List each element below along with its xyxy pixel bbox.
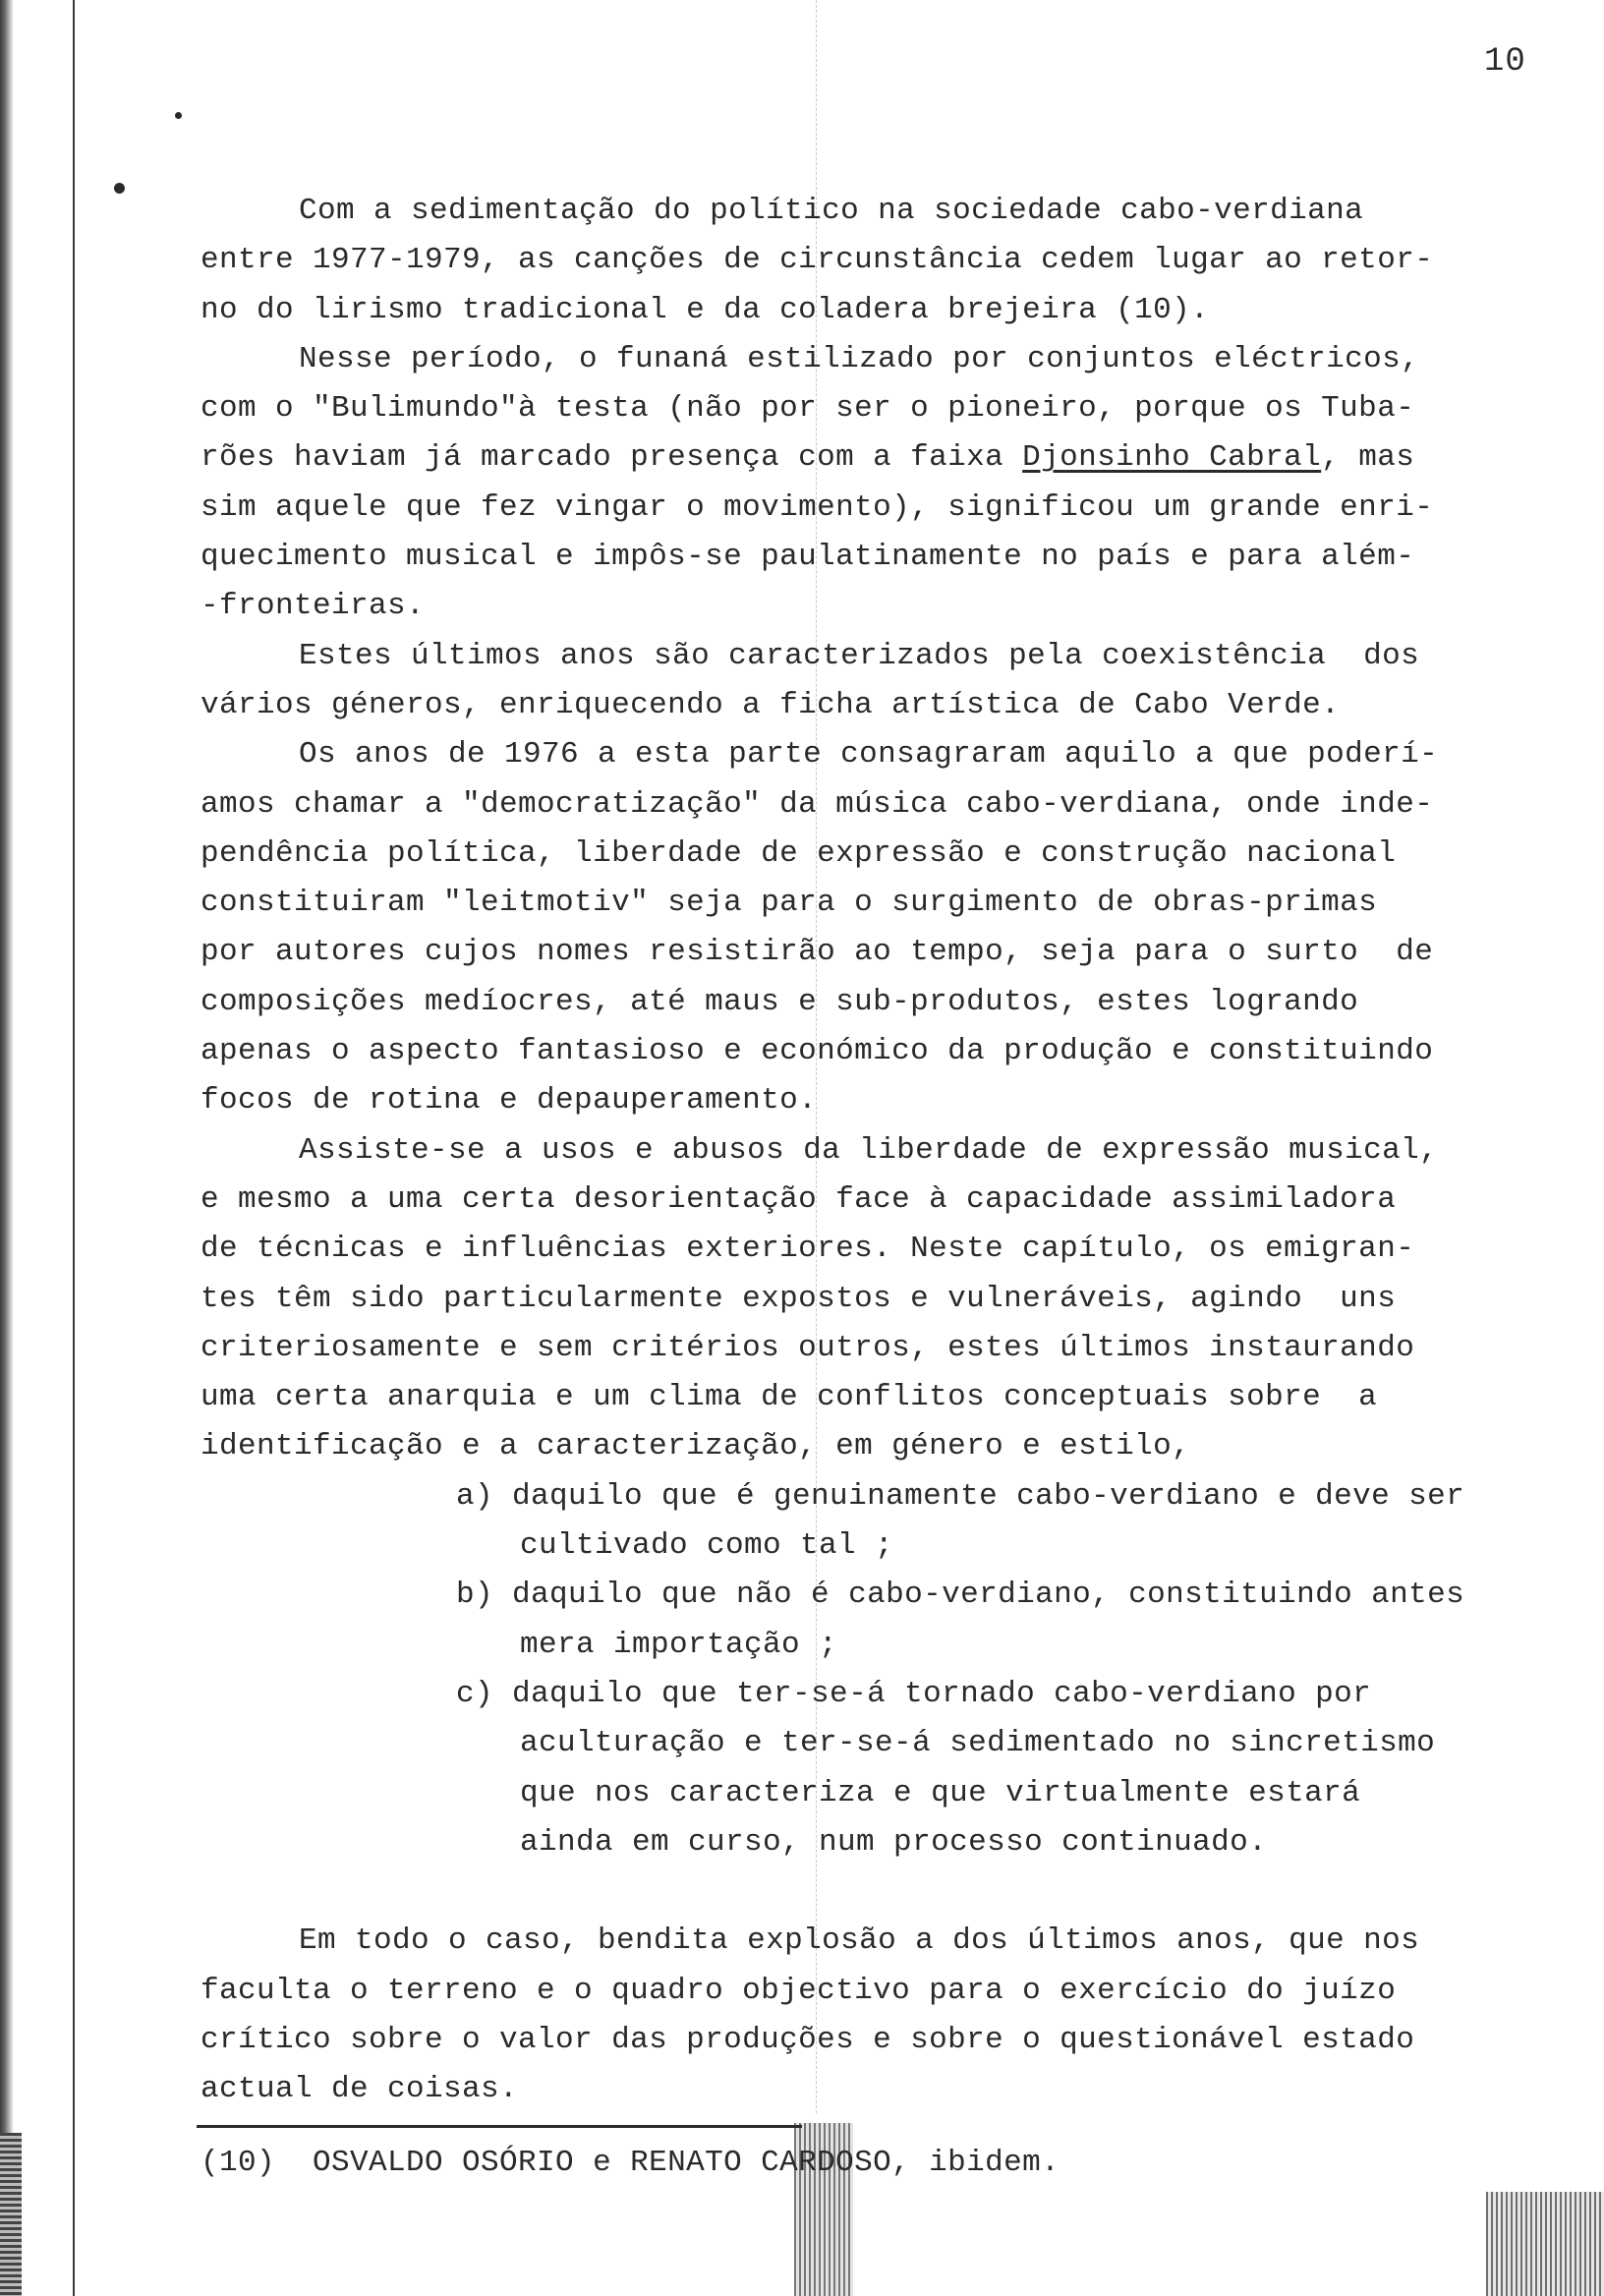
text-line: pendência política, liberdade de expressão e construção nacional [200, 835, 1397, 871]
text-line: faculta o terreno e o quadro objectivo para o exercício do juízo [200, 1973, 1397, 2008]
text-line: apenas o aspecto fantasioso e económico da produção e constituindo [200, 1034, 1434, 1069]
text-line: -fronteiras. [200, 589, 426, 624]
text-line: c) daquilo que ter-se-á tornado cabo-verdiano por [456, 1676, 1372, 1711]
text-line: focos de rotina e depauperamento. [200, 1083, 818, 1119]
text-line: Em todo o caso, bendita explosão a dos últimos anos, que nos [299, 1923, 1420, 1959]
text-line: entre 1977-1979, as canções de circunstância cedem lugar ao retor- [200, 243, 1434, 278]
text-line: Nesse período, o funaná estilizado por conjuntos eléctricos, [299, 341, 1420, 376]
scan-edge-left [0, 0, 14, 2296]
ink-dot [114, 183, 125, 194]
text-line: por autores cujos nomes resistirão ao tempo, seja para o surto de [200, 935, 1434, 970]
text-line: com o "Bulimundo"à testa (não por ser o pioneiro, porque os Tuba- [200, 391, 1415, 427]
text-line: Estes últimos anos são caracterizados pela coexistência dos [299, 638, 1420, 673]
list-item-a [200, 1472, 1537, 1572]
text-line: crítico sobre o valor das produções e sobre o questionável estado [200, 2022, 1415, 2057]
text-line: b) daquilo que não é cabo-verdiano, constituindo antes [456, 1578, 1465, 1613]
text-line: composições medíocres, até maus e sub-produtos, estes logrando [200, 984, 1359, 1019]
paragraph-6 [200, 1917, 1537, 2114]
text-line: Com a sedimentação do político na sociedade cabo-verdiana [299, 194, 1364, 228]
paragraph-2 [200, 335, 1537, 632]
page-number: 10 [1484, 43, 1526, 81]
footnote: (10) OSVALDO OSÓRIO e RENATO CARDOSO, ibidem. [200, 2146, 1060, 2180]
footnote-rule [197, 2125, 802, 2128]
paragraph-3 [200, 632, 1537, 731]
text-line: de técnicas e influências exteriores. Neste capítulo, os emigran- [200, 1232, 1415, 1267]
text-line: criteriosamente e sem critérios outros, estes últimos instaurando [200, 1330, 1415, 1365]
ink-dot [175, 112, 182, 119]
text-line: constituiram "leitmotiv" seja para o surgimento de obras-primas [200, 886, 1378, 921]
document-body [200, 187, 1537, 2115]
paragraph-5 [200, 1126, 1537, 1472]
scan-artifact-bottom-left [0, 2133, 22, 2296]
text-line: no do lirismo tradicional e da coladera brejeira (10). [200, 292, 1210, 327]
text-line: ainda em curso, num processo continuado. [520, 1824, 1268, 1860]
text-line: aculturação e ter-se-á sedimentado no sincretismo [520, 1726, 1436, 1761]
list-item-c [200, 1670, 1537, 1867]
list-item-b [200, 1571, 1537, 1670]
text-line: identificação e a caracterização, em género e estilo, [200, 1429, 1191, 1464]
text-line: actual de coisas. [200, 2072, 519, 2107]
text-line: sim aquele que fez vingar o movimento), significou um grande enri- [200, 489, 1434, 525]
text-line: mera importação ; [520, 1627, 838, 1662]
text-line: uma certa anarquia e um clima de conflitos conceptuais sobre a [200, 1380, 1378, 1415]
text-line: que nos caracteriza e que virtualmente estará [520, 1775, 1361, 1810]
text-line: cultivado como tal ; [520, 1528, 894, 1564]
scan-artifact-bottom-right [1486, 2192, 1604, 2296]
text-run: , mas [1321, 440, 1415, 476]
text-line: tes têm sido particularmente expostos e vulneráveis, agindo uns [200, 1281, 1397, 1316]
song-title: Djonsinho Cabral [1022, 440, 1322, 476]
text-line: vários géneros, enriquecendo a ficha artística de Cabo Verde. [200, 687, 1341, 722]
text-line: quecimento musical e impôs-se paulatinamente no país e para além- [200, 540, 1415, 575]
text-run: rões haviam já marcado presença com a faixa [200, 440, 1023, 476]
paragraph-1 [200, 187, 1537, 335]
text-line: Assiste-se a usos e abusos da liberdade de expressão musical, [299, 1132, 1439, 1168]
paragraph-4 [200, 730, 1537, 1125]
text-line: amos chamar a "democratização" da música cabo-verdiana, onde inde- [200, 786, 1434, 822]
text-line: a) daquilo que é genuinamente cabo-verdiano e deve ser [456, 1478, 1465, 1514]
text-line: e mesmo a uma certa desorientação face à capacidade assimiladora [200, 1181, 1397, 1217]
margin-rule [73, 0, 75, 2296]
paragraph-gap [200, 1867, 1537, 1917]
text-line [200, 433, 1537, 483]
text-line: Os anos de 1976 a esta parte consagraram aquilo a que poderí- [299, 737, 1439, 773]
